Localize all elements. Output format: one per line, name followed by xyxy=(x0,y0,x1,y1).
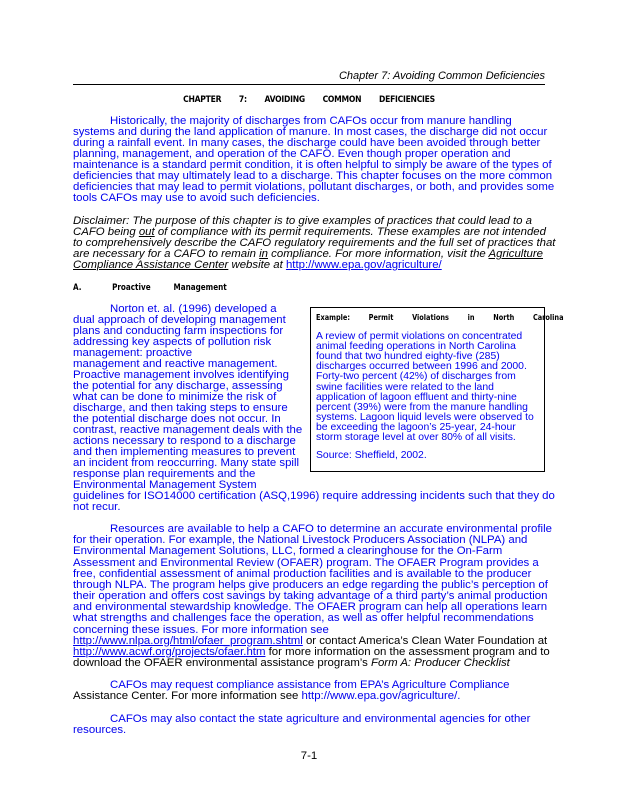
text-span: the potential discharge does not occur. In xyxy=(73,413,281,425)
text-span: download the OFAER environmental assistance program’s xyxy=(73,657,371,670)
request-line xyxy=(73,691,460,702)
text-span: of compliance with its permit requirements. These examples are not intended xyxy=(154,226,546,238)
text-span: Assistance Center. For more information see xyxy=(73,690,302,702)
disclaimer-line xyxy=(73,260,442,271)
text-span: website at xyxy=(228,259,286,271)
text-span: Environmental Management Solutions, LLC, formed a clearinghouse for the On-Farm xyxy=(73,545,503,558)
text-span: during a rainfall event. In many cases, the discharge could have been avoided through better xyxy=(73,137,541,149)
text-span: what strengths and challenges face the operation, as well as offer helpful recommendations xyxy=(73,612,534,625)
text-span: percent (39%) were from the manure handling xyxy=(316,401,528,413)
text-span: tools CAFOs may use to avoid such deficiencies. xyxy=(73,192,320,204)
text-span: Source: Sheffield, 2002. xyxy=(316,450,427,461)
text-span: maintenance is a standard permit condition, it is often helpful to simply be aware of the types of xyxy=(73,159,552,171)
text-span: compliance. For more information, visit the xyxy=(268,248,489,260)
text-span: guidelines for ISO14000 certification (ASQ,1996) require addressing incidents such that they do xyxy=(73,490,555,502)
text-span: animal feeding operations in North Carolina xyxy=(316,341,516,353)
text-span: A review of permit violations on concentrated xyxy=(316,331,523,342)
chapter-title: CHAPTER 7: AVOIDING COMMON DEFICIENCIES xyxy=(183,95,435,105)
text-span: CAFOs may also contact the state agriculture and environmental agencies for other xyxy=(110,713,531,725)
text-span: systems. Lagoon liquid levels were observed to xyxy=(316,411,534,423)
text-span: dual approach of developing management xyxy=(73,314,286,326)
text-span: for more information on the assessment program and to xyxy=(265,645,550,658)
section-heading xyxy=(73,283,257,293)
text-span: storm storage level at over 80% of all visits. xyxy=(316,432,516,443)
example-box-title: Example: Permit Violations in North Carolina xyxy=(316,313,564,322)
text-span: resources. xyxy=(73,724,127,736)
text-span: the potential for any discharge, assessing xyxy=(73,380,283,392)
text-span: for their operation. For example, the National Livestock Producers Association (NLPA) and xyxy=(73,534,528,547)
text-span: out xyxy=(138,226,155,238)
text-span: their operation and offers cost savings by taking advantage of a third party’s animal production xyxy=(73,590,548,603)
text-span: response plan requirements and the xyxy=(73,468,256,480)
hyperlink[interactable]: http://www.epa.gov/agriculture/ xyxy=(285,259,442,271)
text-span: an incident from reoccurring. Many state spill xyxy=(73,457,300,469)
text-span: Form A: Producer Checklist xyxy=(371,657,510,670)
text-span: found that two hundred eighty-five (285) xyxy=(316,351,500,363)
text-span: Compliance Assistance Center xyxy=(73,259,229,271)
text-span: discharges occurred between 1996 and 2000. xyxy=(316,361,527,373)
text-span: deficiencies that may lead to permit violations, pollutant discharges, or both, and provides some xyxy=(73,181,555,193)
text-span: CAFO being xyxy=(73,226,139,238)
proactive-line xyxy=(73,502,121,513)
text-span: application of lagoon effluent and thirty-nine xyxy=(316,391,517,403)
text-span: actions necessary to respond to a discharge xyxy=(73,435,296,447)
hyperlink[interactable]: http://www.acwf.org/projects/ofaer.htm xyxy=(73,645,266,658)
text-span: are necessary for a CAFO to remain xyxy=(73,248,260,260)
text-span: and then implementing measures to prevent xyxy=(73,446,296,458)
text-span: not recur. xyxy=(73,501,121,513)
example-box-line xyxy=(316,433,516,443)
text-span: Proactive management involves identifying xyxy=(73,369,289,381)
text-span: plans and conducting farm inspections for xyxy=(73,325,284,337)
text-span: through NLPA. The program helps give producers an edge regarding the public’s perception of xyxy=(73,578,548,591)
text-span: swine facilities were related to the land xyxy=(316,381,494,393)
text-span: discharge, and then taking steps to ensure xyxy=(73,402,288,414)
text-span: Norton et. al. (1996) developed a xyxy=(110,303,277,315)
text-span: management: proactive xyxy=(73,347,193,359)
text-span: or contact America’s Clean Water Foundation at xyxy=(302,634,548,647)
page-number: 7-1 xyxy=(300,750,318,762)
text-span: Resources are available to help a CAFO to determine an accurate environmental profile xyxy=(110,523,552,535)
text-span: management and reactive management. xyxy=(73,358,278,370)
text-span: Agriculture xyxy=(488,248,543,260)
intro-line xyxy=(73,193,320,204)
text-span: Environmental Management System xyxy=(73,479,257,491)
text-span: Assessment and Environmental Review (OFAER) program. The OFAER Program provides a xyxy=(73,556,539,569)
text-span: Forty-two percent (42%) of discharges from xyxy=(316,371,516,383)
text-span: in xyxy=(259,248,268,260)
hyperlink[interactable]: http://www.epa.gov/agriculture/. xyxy=(301,690,461,702)
example-source-line xyxy=(316,451,427,461)
text-span: systems and during the land application of manure. In most cases, the discharge did not occur xyxy=(73,126,548,138)
running-header: Chapter 7: Avoiding Common Deficiencies xyxy=(338,70,545,82)
section-title: Proactive Management xyxy=(112,283,227,293)
text-span: planning, management, and operation of the CAFO. Even though proper operation and xyxy=(73,148,511,160)
text-span: Historically, the majority of discharges from CAFOs occur from manure handling xyxy=(110,115,512,127)
section-letter: A. xyxy=(73,283,82,293)
also-line xyxy=(73,725,126,736)
hyperlink[interactable]: http://www.nlpa.org/html/ofaer_program.shtml xyxy=(73,634,303,647)
text-span: free, confidential assessment of animal production facilities and is available to the producer xyxy=(73,567,532,580)
text-span: what can be done to minimize the risk of xyxy=(73,391,277,403)
also-line xyxy=(110,714,530,725)
text-span: CAFOs may request compliance assistance from EPA’s Agriculture Compliance xyxy=(110,679,510,691)
text-span: to comprehensively describe the CAFO regulatory requirements and the full set of practices that xyxy=(73,237,556,249)
proactive-line xyxy=(73,491,555,502)
header-rule xyxy=(73,84,545,85)
text-span: and environmental stewardship knowledge. The OFAER program can help all operations learn xyxy=(73,601,548,614)
text-span: Disclaimer: The purpose of this chapter is to give examples of practices that could lead to a xyxy=(73,215,533,227)
resources-line xyxy=(73,658,510,669)
text-span: addressing key aspects of pollution risk xyxy=(73,336,272,348)
text-span: contrast, reactive management deals with the xyxy=(73,424,303,436)
text-span: deficiencies that may ultimately lead to a discharge. This chapter focuses on the more common xyxy=(73,170,553,182)
text-span: be exceeding the lagoon’s 25-year, 24-hour xyxy=(316,421,516,433)
text-span: concerning these issues. For more information see xyxy=(73,623,329,636)
